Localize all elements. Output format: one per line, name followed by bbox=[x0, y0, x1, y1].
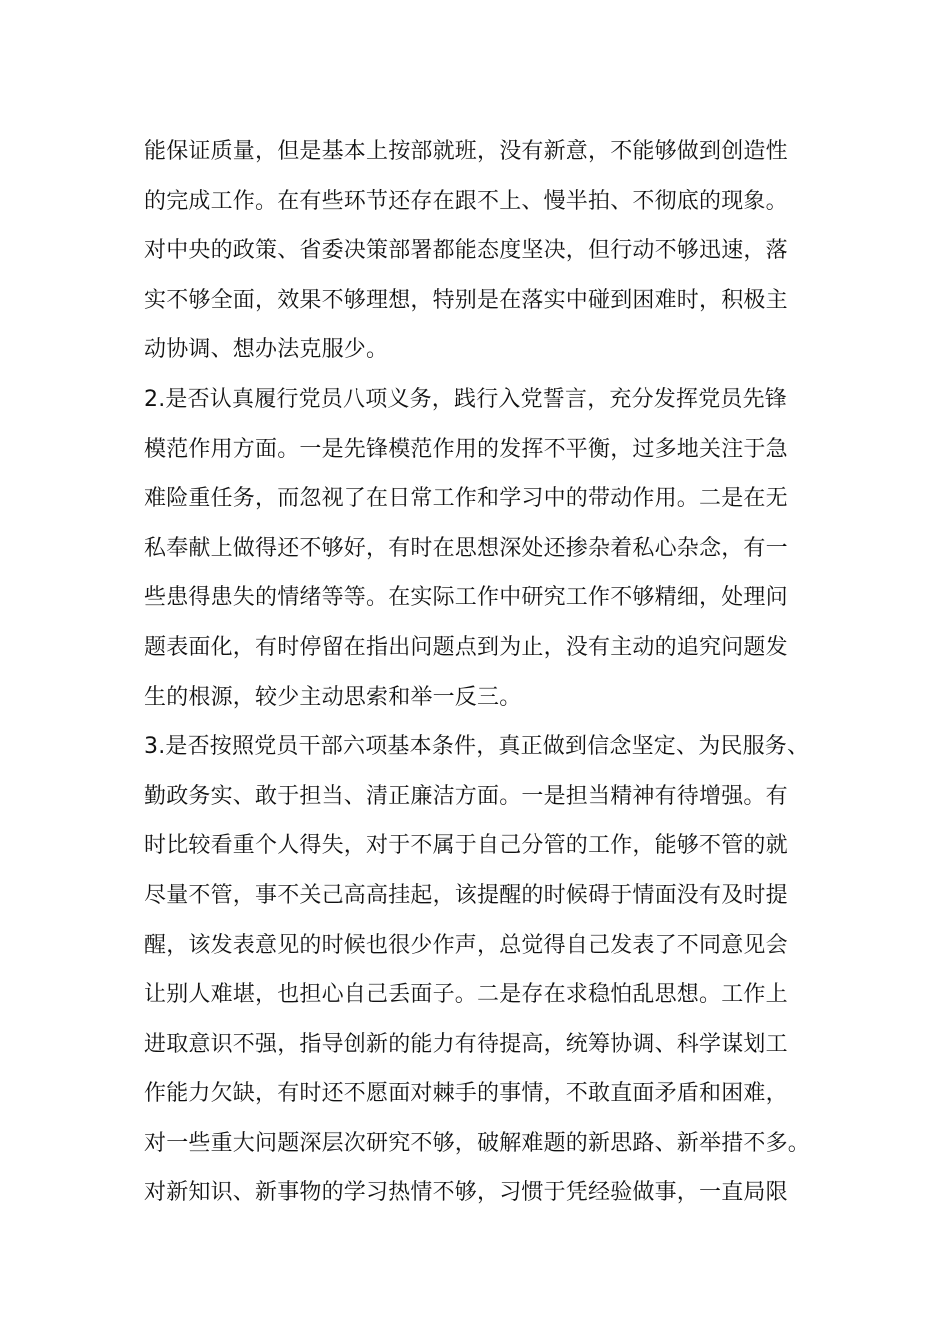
text-line: 能保证质量，但是基本上按部就班，没有新意，不能够做到创造性 bbox=[144, 139, 788, 164]
text-line: 对一些重大问题深层次研究不够，破解难题的新思路、新举措不多。 bbox=[144, 1130, 811, 1156]
text-line: 进取意识不强，指导创新的能力有待提高，统筹协调、科学谋划工 bbox=[144, 1031, 788, 1057]
text-line: 实不够全面，效果不够理想，特别是在落实中碰到困难时，积极主 bbox=[144, 287, 788, 313]
text-line: 些患得患失的情绪等等。在实际工作中研究工作不够精细，处理问 bbox=[144, 585, 788, 611]
text-line: 私奉献上做得还不够好，有时在思想深处还掺杂着私心杂念，有一 bbox=[144, 535, 788, 561]
text-line: 对中央的政策、省委决策部署都能态度坚决，但行动不够迅速，落 bbox=[144, 238, 788, 264]
text-line: 3.是否按照党员干部六项基本条件，真正做到信念坚定、为民服务、 bbox=[144, 734, 810, 760]
text-line: 难险重任务，而忽视了在日常工作和学习中的带动作用。二是在无 bbox=[144, 486, 788, 512]
text-line: 让别人难堪，也担心自己丢面子。二是存在求稳怕乱思想。工作上 bbox=[144, 982, 788, 1008]
text-line: 的完成工作。在有些环节还存在跟不上、慢半拍、不彻底的现象。 bbox=[144, 188, 788, 214]
text-line: 2.是否认真履行党员八项义务，践行入党誓言，充分发挥党员先锋 bbox=[144, 386, 787, 412]
text-line: 生的根源，较少主动思索和举一反三。 bbox=[144, 684, 522, 710]
text-line: 题表面化，有时停留在指出问题点到为止，没有主动的追究问题发 bbox=[144, 634, 788, 660]
text-line: 勤政务实、敢于担当、清正廉洁方面。一是担当精神有待增强。有 bbox=[144, 783, 788, 809]
document-body bbox=[144, 127, 834, 1218]
text-line: 醒，该发表意见的时候也很少作声，总觉得自己发表了不同意见会 bbox=[144, 932, 788, 958]
text-line: 时比较看重个人得失，对于不属于自己分管的工作，能够不管的就 bbox=[144, 833, 788, 859]
text-line: 作能力欠缺，有时还不愿面对棘手的事情，不敢直面矛盾和困难， bbox=[144, 1081, 788, 1107]
text-line: 动协调、想办法克服少。 bbox=[144, 337, 389, 363]
text-line: 模范作用方面。一是先锋模范作用的发挥不平衡，过多地关注于急 bbox=[144, 436, 788, 462]
text-line: 尽量不管，事不关己高高挂起，该提醒的时候碍于情面没有及时提 bbox=[144, 882, 788, 908]
text-line: 对新知识、新事物的学习热情不够，习惯于凭经验做事，一直局限 bbox=[144, 1180, 788, 1206]
